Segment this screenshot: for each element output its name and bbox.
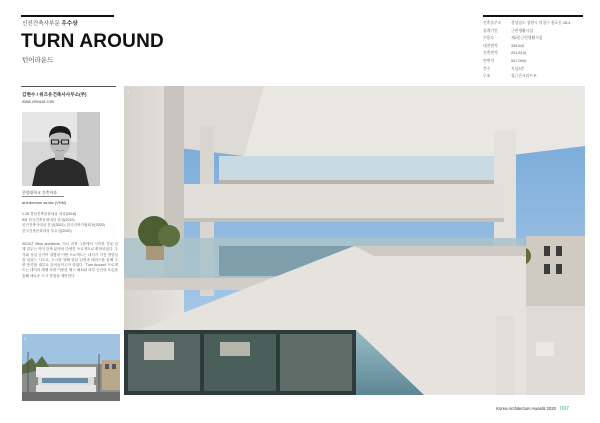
- page-number: 097: [560, 406, 569, 412]
- bio-firm: architecture studio (VHM): [22, 200, 67, 205]
- bio-rule: [22, 196, 64, 197]
- info-value: 근린생활시설: [511, 28, 534, 33]
- info-key: 건축물주소: [483, 21, 502, 25]
- info-key: 주용도: [483, 36, 495, 41]
- award-category: [22, 19, 78, 27]
- top-rule-right: [483, 15, 583, 17]
- info-row: [483, 43, 583, 51]
- front-view-photo: [22, 334, 120, 401]
- main-photo-number: 1: [127, 89, 130, 94]
- info-row: [483, 66, 583, 74]
- bio-line: 8회 한국건축문화대상 본상(2019): [22, 217, 75, 222]
- bio-school: 한양대학교 건축학과: [22, 190, 57, 195]
- award-prefix: 신진건축사부문: [22, 21, 60, 27]
- info-key: 구조: [483, 74, 491, 79]
- info-key: 건축면적: [483, 51, 498, 56]
- main-building-photo: [124, 86, 585, 395]
- project-subtitle: 턴어라운드: [22, 57, 54, 64]
- top-rule-left: [21, 15, 114, 17]
- project-description: 2013년 Vifoo architects, 이너 건축 그룹에서 시작한 건물 설계 업무는 이어 건축 분야의 다양한 프로젝트로 확장되었다. 주거와 상업 공간이 결합된 이번 프로젝트는 대지가 가진 방향성을 뒤집는 시도로, 도시를 향해 열린 입면과 테라스를 통해 주변 풍경을 내부로 끌어들이고자 하였다. 'Turn Around' 프로젝트는 대지의 레벨 차를 이용한 매스 배치와 외부 공간의 흐름을 통해 새로운 도시 경험을 제안한다.: [22, 242, 118, 278]
- project-title: TURN AROUND: [21, 31, 164, 52]
- info-row: [483, 58, 583, 66]
- info-row: [483, 28, 583, 36]
- architect-rule: [21, 86, 116, 87]
- bio-line: 한국건축문화대상 우수상(2020): [22, 228, 72, 233]
- info-row: [483, 73, 583, 81]
- bio-line: 신진건축사대상 본상(2021), 한국건축가협회상(2020): [22, 223, 105, 228]
- info-value: 339.6㎡: [511, 43, 525, 48]
- page-footer: [496, 406, 569, 412]
- architect-portrait: [22, 112, 100, 186]
- info-key: 연면적: [483, 58, 495, 63]
- info-value: 제2종근린생활시설: [511, 36, 543, 41]
- info-value: 지상3층: [511, 66, 525, 71]
- info-value: 201.51㎡: [511, 51, 527, 56]
- info-value: 547.06㎡: [511, 58, 527, 63]
- info-key: 대지면적: [483, 43, 498, 48]
- bio-awards-list: [22, 212, 106, 234]
- info-value: 경상남도 창원시 의창구 용호동 28-4: [511, 21, 571, 25]
- project-info-table: [483, 20, 583, 81]
- footer-label: Korea Architecture Awards 2020: [496, 406, 556, 411]
- award-name: 우수상: [61, 21, 78, 27]
- info-row: [483, 35, 583, 43]
- bio-line: 1.28 경남건축문화대상 대상(2018): [22, 212, 77, 216]
- architect-name: 김현수 / 위즈유건축사사무소(주): [22, 92, 87, 97]
- info-row: [483, 20, 583, 28]
- architect-website: www.visvusa.com: [22, 99, 55, 104]
- info-value: 철근콘크리트조: [511, 74, 537, 79]
- thumb-photo-number: 2: [24, 336, 27, 341]
- info-key: 층수: [483, 66, 491, 71]
- info-row: [483, 50, 583, 58]
- info-key: 설계기간: [483, 28, 498, 33]
